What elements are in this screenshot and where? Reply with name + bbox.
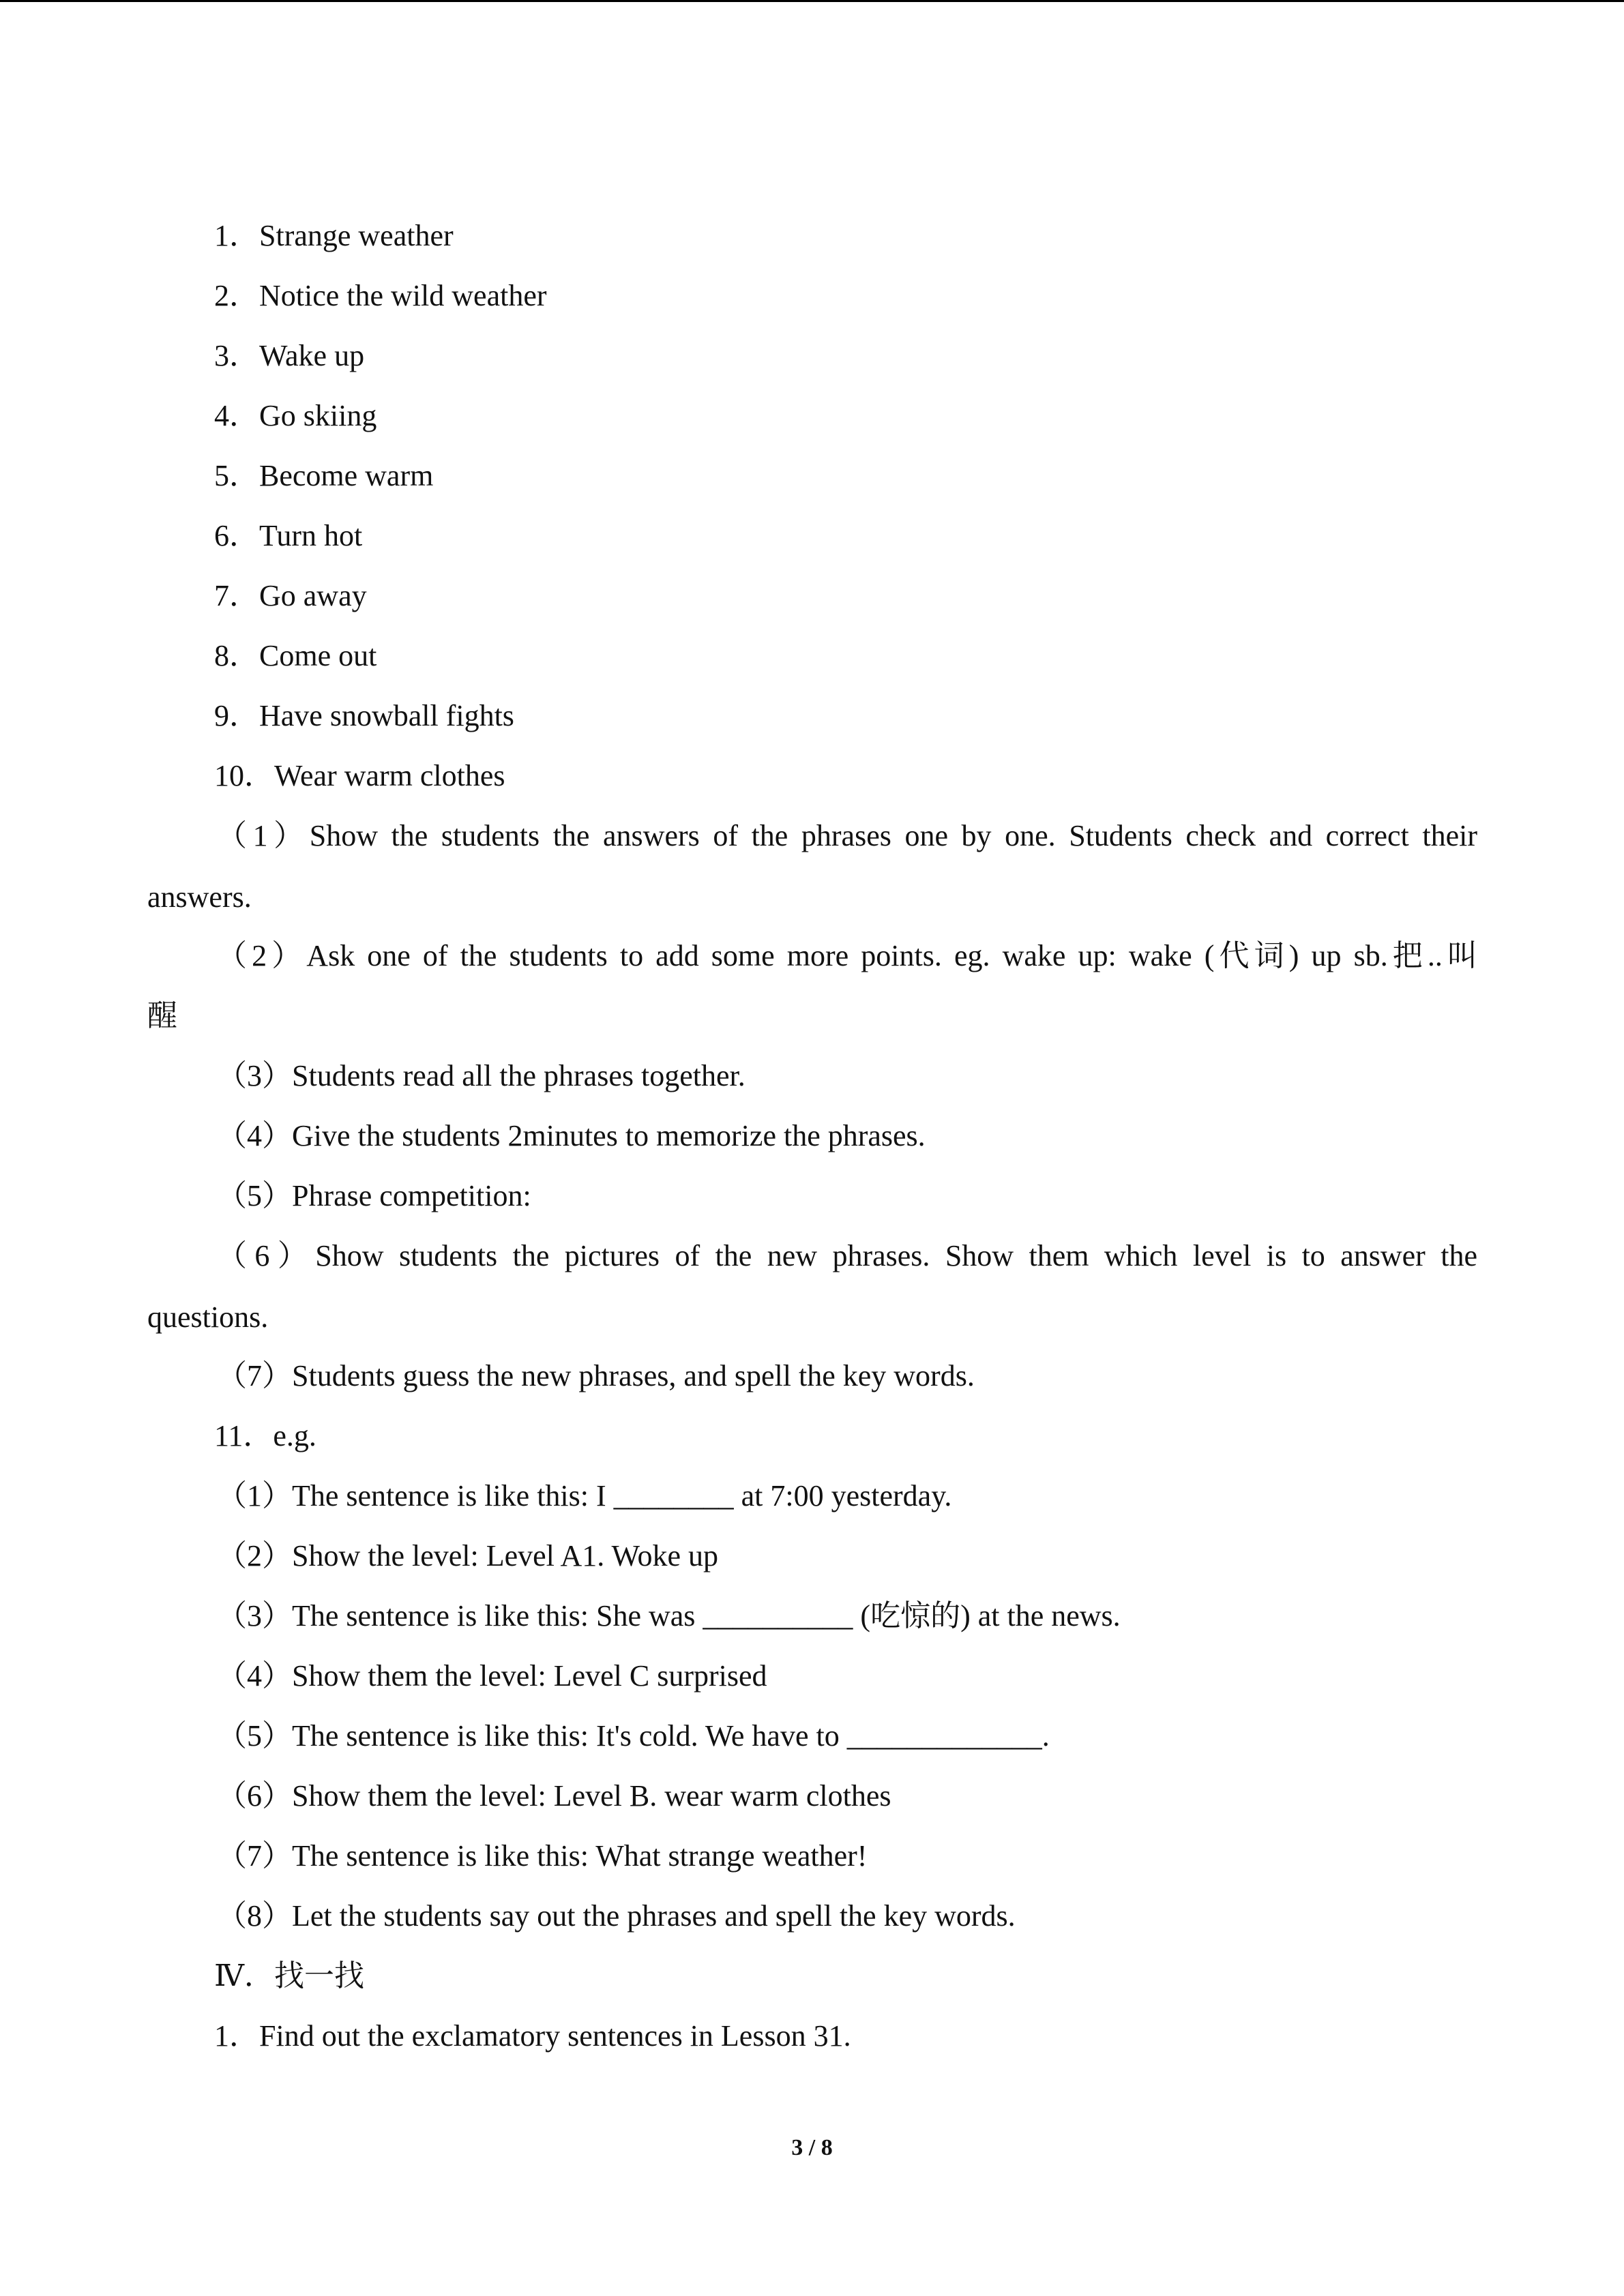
phrase-item: 9．Have snowball fights — [214, 699, 514, 732]
phrase-item: 3．Wake up — [214, 339, 365, 372]
top-border-rule — [0, 0, 1624, 2]
example-item: （8）Let the students say out the phrases and spell the key words. — [217, 1899, 1016, 1933]
example-item: （3）The sentence is like this: She was __________ (吃惊的) at the news. — [217, 1599, 1121, 1632]
example-item: （1）The sentence is like this: I ________ at 7:00 yesterday. — [217, 1479, 952, 1512]
step-7: （7）Students guess the new phrases, and spell the key words. — [217, 1359, 975, 1392]
example-item: （6）Show them the level: Level B. wear warm clothes — [217, 1779, 891, 1813]
step-5: （5）Phrase competition: — [217, 1179, 531, 1212]
example-item: （2）Show the level: Level A1. Woke up — [217, 1539, 718, 1572]
phrase-item: 7．Go away — [214, 579, 367, 612]
step-4: （4）Give the students 2minutes to memorize the phrases. — [217, 1119, 926, 1152]
phrase-item: 5．Become warm — [214, 459, 434, 492]
step-1-line-1: （1）Show the students the answers of the phrases one by one. Students check and correct their — [217, 819, 1477, 852]
phrase-item: 1．Strange weather — [214, 219, 454, 252]
example-heading: 11．e.g. — [214, 1419, 316, 1452]
step-1-line-2: answers. — [147, 880, 252, 914]
example-item: （7）The sentence is like this: What strange weather! — [217, 1839, 868, 1873]
phrase-item: 2．Notice the wild weather — [214, 279, 547, 312]
step-6-line-2: questions. — [147, 1300, 269, 1334]
section-iv-heading: Ⅳ．找一找 — [214, 1959, 364, 1993]
page-number: 3 / 8 — [791, 2135, 833, 2160]
step-6-line-1: （6）Show students the pictures of the new phrases. Show them which level is to answer the — [217, 1239, 1477, 1272]
example-item: （5）The sentence is like this: It's cold. We have to _____________. — [217, 1719, 1050, 1753]
step-3: （3）Students read all the phrases together. — [217, 1059, 745, 1092]
phrase-item: 8．Come out — [214, 639, 377, 672]
section-iv-item-1: 1．Find out the exclamatory sentences in Lesson 31. — [214, 2019, 851, 2053]
step-2-line-1: （2）Ask one of the students to add some more points. eg. wake up: wake (代词) up sb.把..叫 — [217, 939, 1477, 972]
phrase-item: 4．Go skiing — [214, 399, 377, 432]
phrase-item: 10．Wear warm clothes — [214, 759, 505, 792]
phrase-item: 6．Turn hot — [214, 519, 363, 552]
example-item: （4）Show them the level: Level C surprised — [217, 1659, 767, 1693]
step-2-line-2: 醒 — [147, 999, 177, 1032]
